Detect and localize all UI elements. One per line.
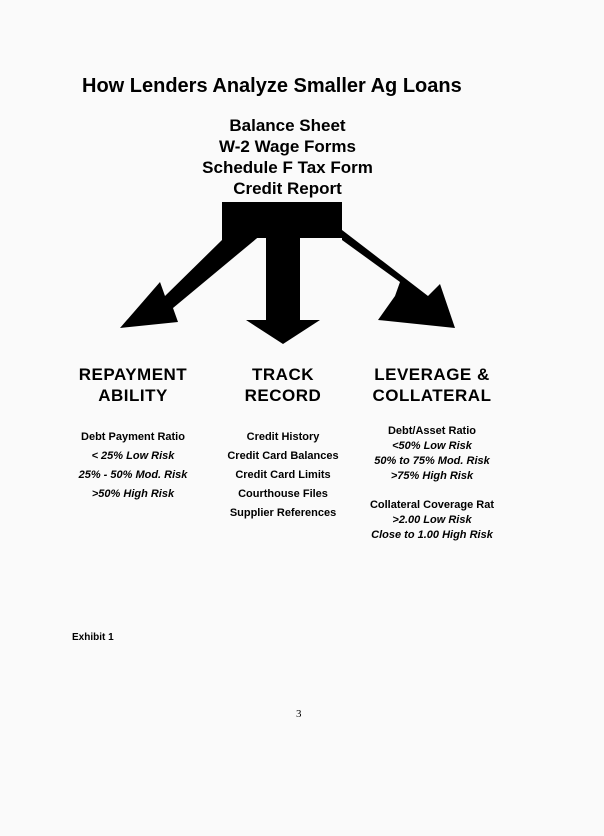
column-heading: COLLATERAL bbox=[372, 386, 492, 405]
column-heading: RECORD bbox=[244, 386, 322, 405]
list-item: < 25% Low Risk bbox=[91, 450, 175, 462]
input-balance-sheet: Balance Sheet bbox=[229, 116, 346, 135]
list-item: 25% - 50% Mod. Risk bbox=[78, 469, 188, 481]
track-record-column bbox=[213, 364, 353, 523]
list-item: 50% to 75% Mod. Risk bbox=[374, 455, 490, 467]
list-item: Debt Payment Ratio bbox=[81, 431, 185, 443]
list-item: Credit Card Limits bbox=[235, 469, 331, 481]
list-item: Close to 1.00 High Risk bbox=[371, 529, 493, 541]
arrow-right-branch bbox=[302, 226, 455, 328]
column-heading: TRACK bbox=[252, 365, 314, 384]
page-number: 3 bbox=[296, 708, 302, 720]
column-heading: REPAYMENT bbox=[78, 365, 188, 384]
list-item: <50% Low Risk bbox=[392, 440, 472, 452]
list-item: Collateral Coverage Rat bbox=[369, 499, 495, 511]
arrow-left-branch bbox=[120, 226, 262, 328]
repayment-ability-column bbox=[58, 364, 208, 504]
leverage-collateral-column bbox=[357, 364, 507, 543]
list-item: >50% High Risk bbox=[91, 488, 175, 500]
column-heading: ABILITY bbox=[98, 386, 168, 405]
input-w2-forms: W-2 Wage Forms bbox=[219, 137, 356, 156]
list-item: Credit Card Balances bbox=[227, 450, 339, 462]
list-item: Debt/Asset Ratio bbox=[387, 425, 477, 437]
list-item: Courthouse Files bbox=[238, 488, 328, 500]
input-credit-report: Credit Report bbox=[233, 179, 342, 198]
list-item: Credit History bbox=[246, 431, 320, 443]
page-title: How Lenders Analyze Smaller Ag Loans bbox=[82, 75, 462, 97]
exhibit-label: Exhibit 1 bbox=[72, 632, 114, 643]
list-item: >75% High Risk bbox=[390, 470, 474, 482]
list-item: Supplier References bbox=[229, 507, 337, 519]
list-item: >2.00 Low Risk bbox=[392, 514, 472, 526]
column-heading: LEVERAGE & bbox=[374, 365, 490, 384]
arrow-center-branch bbox=[246, 234, 320, 344]
input-schedule-f: Schedule F Tax Form bbox=[202, 158, 373, 177]
